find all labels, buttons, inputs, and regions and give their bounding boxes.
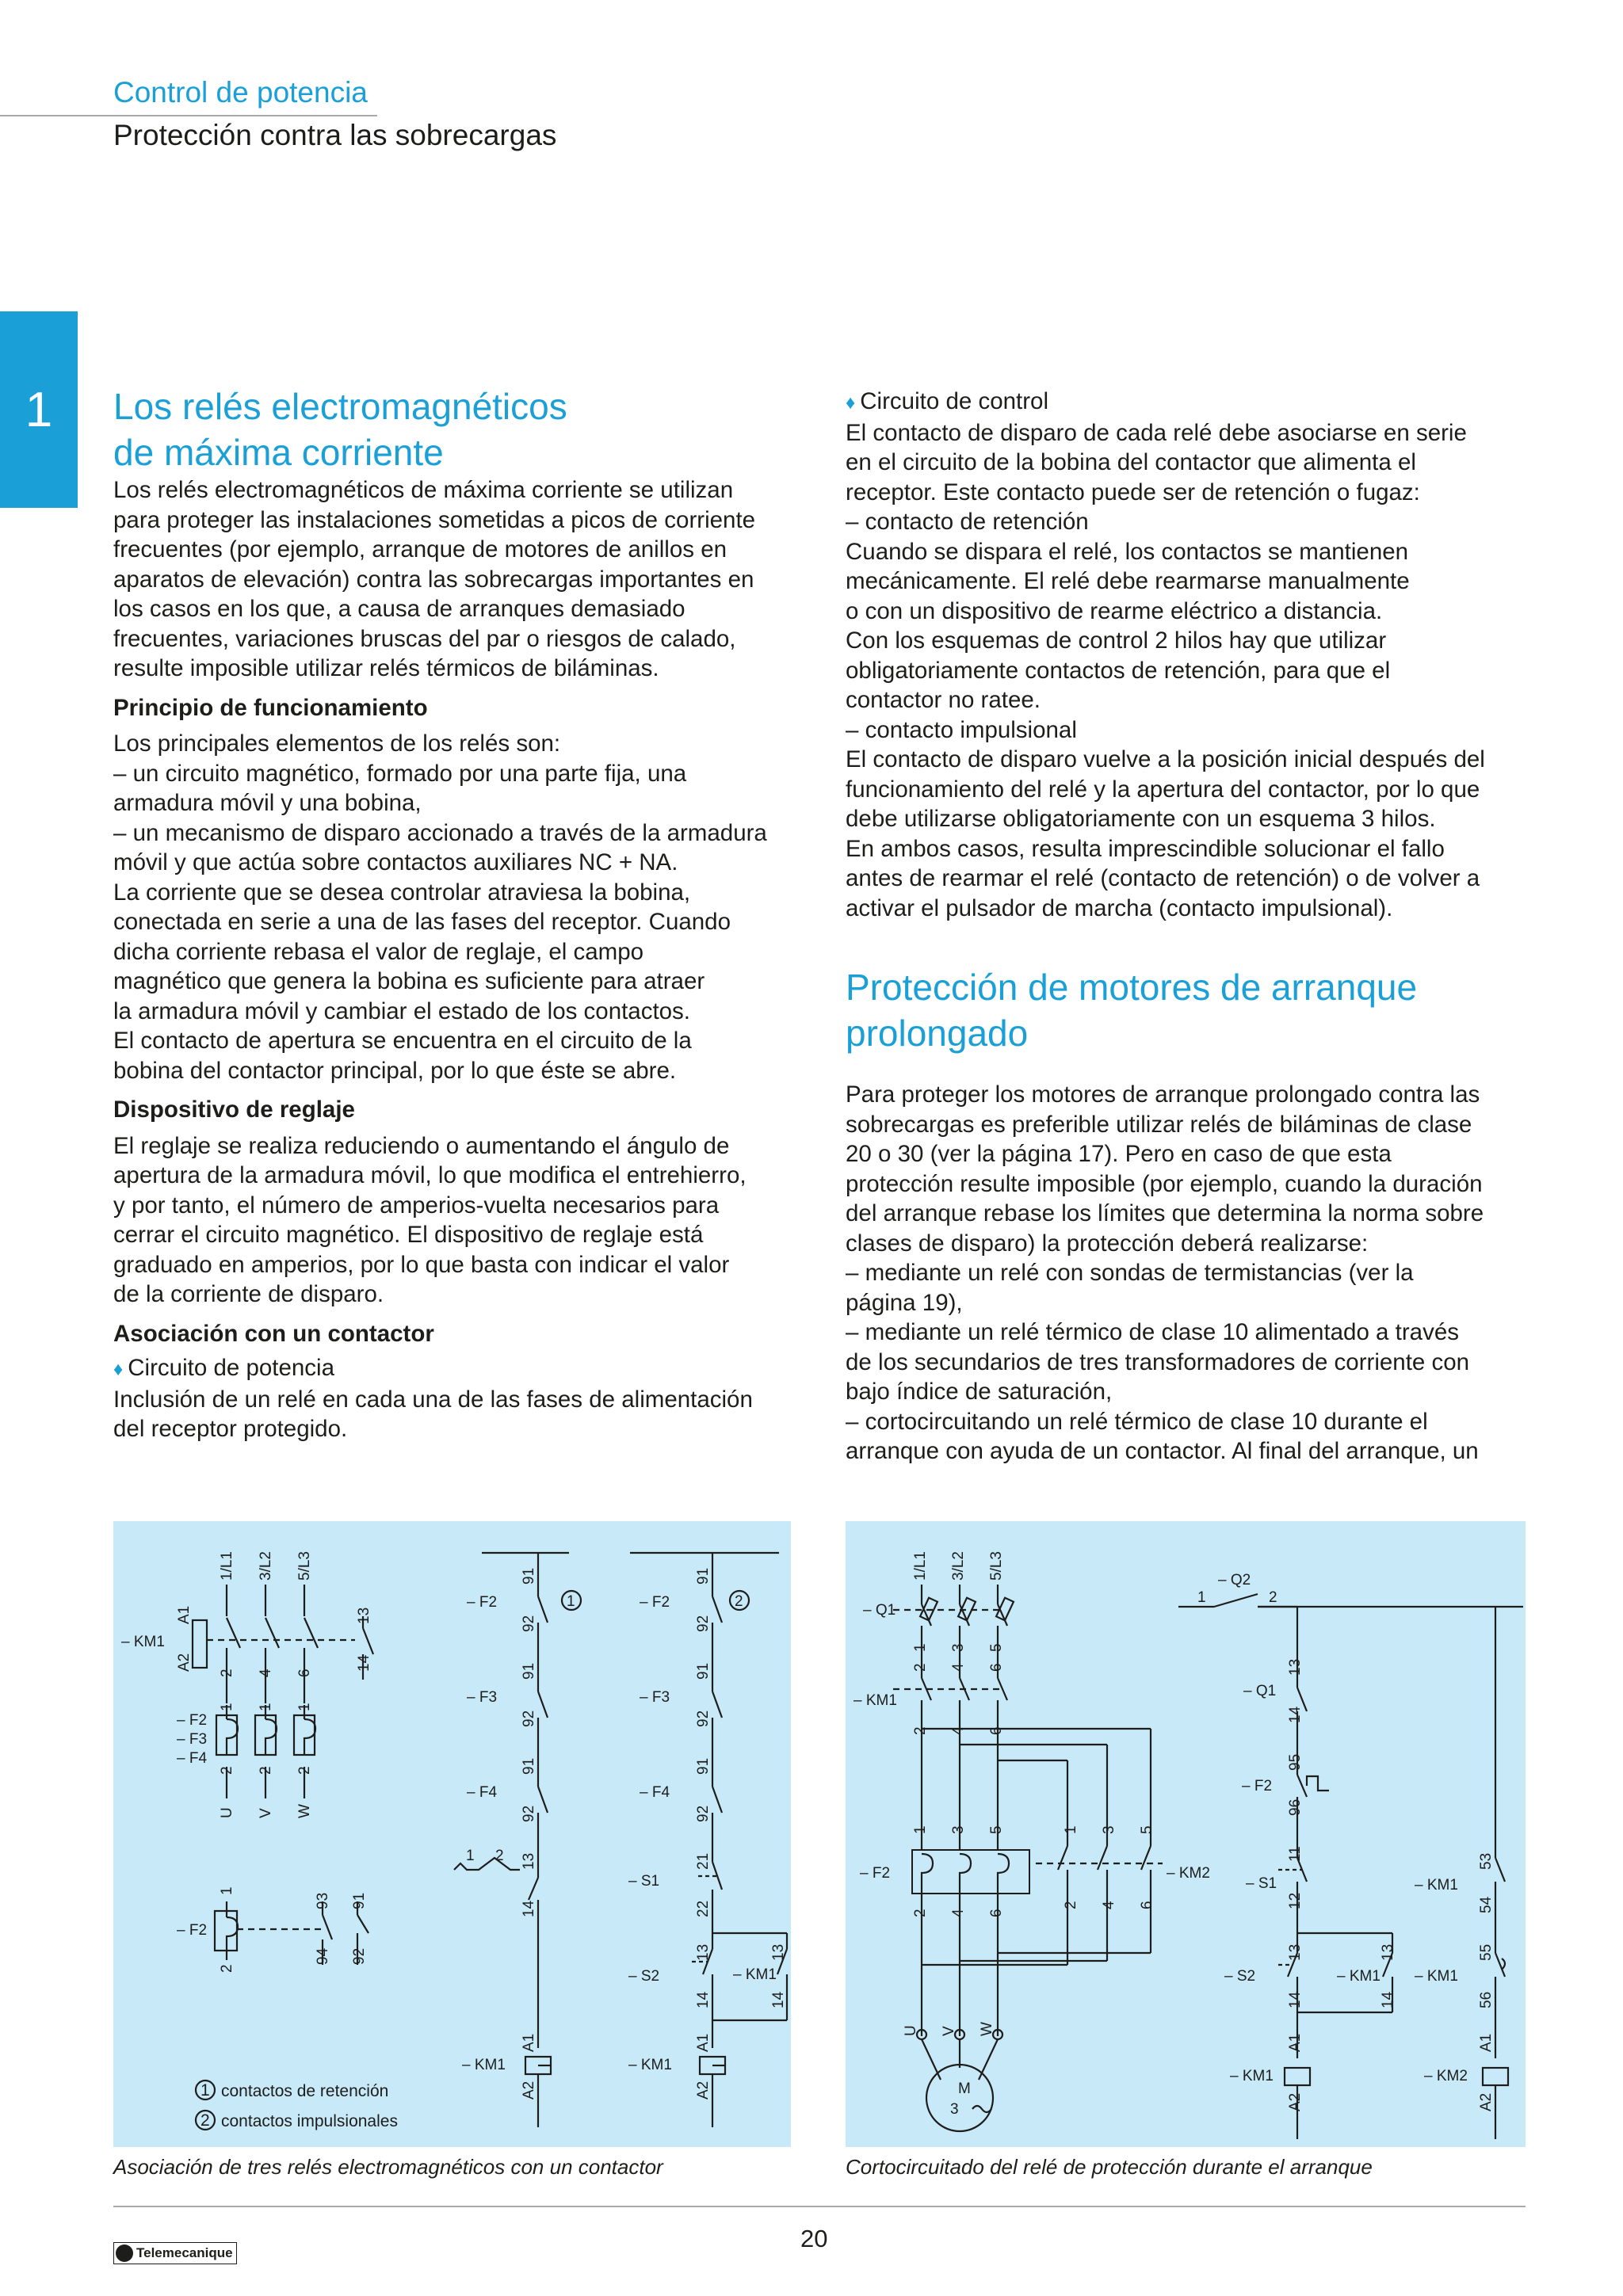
text-line: resulte imposible utilizar relés térmicos de biláminas. <box>113 655 659 681</box>
footer-rule <box>113 2206 1526 2207</box>
terminal-label: 1 <box>912 1643 929 1652</box>
motor-icon <box>926 2065 993 2131</box>
text-line: arranque con ayuda de un contactor. Al final del arranque, un <box>846 1438 1479 1464</box>
bullet-control: ♦ Circuito de control <box>846 388 1048 414</box>
text-line: – mediante un relé térmico de clase 10 alimentado a través <box>846 1319 1459 1345</box>
terminal-label: 11 <box>1287 1846 1304 1862</box>
marker-1: 1 <box>567 1593 575 1610</box>
brand-logo <box>113 2242 237 2264</box>
motores-paragraph <box>846 1080 1535 1466</box>
right-title-line1: Protección de motores de arranque <box>846 967 1418 1008</box>
terminal-label: 1 <box>258 1703 274 1711</box>
terminal-label: 14 <box>695 1991 712 2008</box>
terminal-label: 6 <box>1139 1901 1155 1909</box>
terminal-label: 13 <box>770 1943 787 1961</box>
terminal-label: 1 <box>296 1703 313 1711</box>
text-line: la armadura móvil y cambiar el estado de los contactos. <box>113 997 691 1024</box>
terminal-label: 92 <box>695 1615 712 1632</box>
chapter-tab: 1 <box>0 311 78 508</box>
terminal-label: 3 <box>950 1825 967 1834</box>
text-line: graduado en amperios, por lo que basta con indicar el valor <box>113 1251 730 1278</box>
text-line: – contacto impulsional <box>846 716 1077 743</box>
f4-contact-label: – F4 <box>467 1784 498 1801</box>
text-line: El contacto de disparo vuelve a la posición inicial después del <box>846 746 1485 772</box>
control-paragraph <box>846 418 1535 924</box>
q1-label: – Q1 <box>863 1602 896 1619</box>
terminal-label: 13 <box>1287 1658 1304 1676</box>
terminal-label: 54 <box>1478 1896 1495 1913</box>
text-line: apertura de la armadura móvil, lo que modifica el entrehierro, <box>113 1162 747 1188</box>
text-line: 20 o 30 (ver la página 17). Pero en caso de que esta <box>846 1141 1392 1167</box>
terminal-label: 2 <box>296 1766 313 1775</box>
f3-contact-label: – F3 <box>640 1689 670 1706</box>
text-line: El reglaje se realiza reduciendo o aumentando el ángulo de <box>113 1132 730 1159</box>
text-line: del receptor protegido. <box>113 1416 348 1442</box>
terminal-label: 2 <box>912 1663 929 1672</box>
terminal-label: A2 <box>521 2081 537 2100</box>
terminal-label: 14 <box>770 1991 787 2008</box>
text-line: Los principales elementos de los relés son: <box>113 730 561 757</box>
text-line: de los secundarios de tres transformadores de corriente con <box>846 1348 1470 1375</box>
legend-marker-2: 2 <box>200 2111 210 2130</box>
terminal-label: 53 <box>1478 1852 1495 1870</box>
terminal-label: 1 <box>1197 1589 1206 1606</box>
s1-label: – S1 <box>628 1873 660 1890</box>
terminal-label: 13 <box>1380 1943 1396 1961</box>
text-line: El contacto de apertura se encuentra en el circuito de la <box>113 1028 692 1054</box>
terminal-label: U <box>219 1807 235 1818</box>
text-line: para proteger las instalaciones sometidas a picos de corriente <box>113 506 756 533</box>
text-line: funcionamiento del relé y la apertura del contactor, por lo que <box>846 776 1480 803</box>
km1-coil-label: – KM1 <box>1230 2068 1274 2084</box>
diamond-bullet-icon: ♦ <box>846 392 856 414</box>
terminal-label: 92 <box>521 1805 537 1822</box>
terminal-label: 95 <box>1287 1753 1304 1771</box>
terminal-label: 6 <box>296 1669 313 1677</box>
terminal-label: 4 <box>950 1909 967 1917</box>
caption-right: Cortocircuitado del relé de protección durante el arranque <box>846 2155 1373 2179</box>
right-column <box>846 387 1535 1466</box>
km1-coil-label: – KM1 <box>628 2057 672 2073</box>
right-title-line2: prolongado <box>846 1013 1029 1054</box>
uvw-label: V <box>941 2026 957 2036</box>
terminal-label: 5 <box>988 1825 1005 1834</box>
uvw-label: U <box>903 2025 919 2036</box>
bullet-potencia: ♦ Circuito de potencia <box>113 1355 334 1381</box>
terminal-label: 5 <box>1139 1825 1155 1834</box>
thermal-contact-icon <box>1307 1776 1329 1791</box>
text-line: bajo índice de saturación, <box>846 1379 1113 1405</box>
terminal-label: 91 <box>695 1662 712 1680</box>
f2-relay-label: – F2 <box>860 1865 891 1882</box>
phase-label: 5/L3 <box>296 1551 313 1581</box>
s1-label: – S1 <box>1246 1875 1277 1892</box>
figure-left <box>113 1521 791 2147</box>
f4-contact-label: – F4 <box>640 1784 670 1801</box>
terminal-label: 4 <box>950 1726 967 1735</box>
text-line: en el circuito de la bobina del contactor que alimenta el <box>846 449 1416 475</box>
terminal-label: 91 <box>695 1757 712 1775</box>
tilde-icon <box>972 2106 991 2112</box>
text-line: obligatoriamente contactos de retención, para que el <box>846 657 1391 684</box>
legend-2-text: contactos impulsionales <box>221 2112 398 2130</box>
subsection-title: Protección contra las sobrecargas <box>113 119 557 151</box>
text-line: El contacto de disparo de cada relé debe asociarse en serie <box>846 419 1467 446</box>
terminal-label: 92 <box>351 1947 368 1965</box>
text-line: sobrecargas es preferible utilizar relés de biláminas de clase <box>846 1111 1472 1138</box>
text-line: Cuando se dispara el relé, los contactos se mantienen <box>846 538 1409 565</box>
terminal-label: 4 <box>1101 1901 1117 1909</box>
terminal-label: 1 <box>466 1848 475 1864</box>
terminal-label: A1 <box>521 2033 537 2052</box>
terminal-label: A1 <box>695 2033 712 2052</box>
terminal-label: 3 <box>1101 1825 1117 1834</box>
right-schematic <box>846 1521 1526 2147</box>
terminal-label: 14 <box>356 1654 372 1672</box>
terminal-label: 22 <box>695 1900 712 1917</box>
header-rule <box>0 115 377 116</box>
terminal-label: A1 <box>1287 2033 1304 2052</box>
text-line: activar el pulsador de marcha (contacto impulsional). <box>846 894 1393 921</box>
terminal-label: 92 <box>695 1805 712 1822</box>
terminal-label: 1 <box>219 1886 235 1895</box>
terminal-label: 6 <box>988 1909 1005 1917</box>
left-schematic <box>113 1521 791 2147</box>
text-line: los casos en los que, a causa de arranques demasiado <box>113 596 685 622</box>
terminal-label: 2 <box>1063 1901 1079 1909</box>
text-line: Para proteger los motores de arranque prolongado contra las <box>846 1081 1480 1108</box>
s2-label: – S2 <box>1224 1968 1256 1985</box>
caption-left: Asociación de tres relés electromagnéticos con un contactor <box>113 2155 663 2179</box>
page-number: 20 <box>800 2225 828 2252</box>
control-circuit-1 <box>454 1553 581 2127</box>
motor-3: 3 <box>950 2101 959 2118</box>
terminal-label: A2 <box>1287 2092 1304 2111</box>
text-line: móvil y que actúa sobre contactos auxiliares NC + NA. <box>113 849 678 875</box>
f2-relay-label: – F2 <box>177 1922 208 1939</box>
text-line: Con los esquemas de control 2 hilos hay que utilizar <box>846 627 1387 654</box>
terminal-label: 92 <box>521 1615 537 1632</box>
km1-no-contact-label: – KM1 <box>1415 1877 1458 1894</box>
text-line: – un circuito magnético, formado por una parte fija, una <box>113 760 687 787</box>
terminal-label: 1 <box>912 1825 929 1834</box>
phase-label: 3/L2 <box>258 1551 274 1581</box>
text-line: aparatos de elevación) contra las sobrecargas importantes en <box>113 566 754 593</box>
terminal-label: 12 <box>1287 1892 1304 1909</box>
text-line: conectada en serie a una de las fases del receptor. Cuando <box>113 909 731 935</box>
text-line: Inclusión de un relé en cada una de las fases de alimentación <box>113 1386 753 1413</box>
terminal-label: 14 <box>1287 1706 1304 1723</box>
terminal-label: A2 <box>1478 2092 1495 2111</box>
terminal-label: 2 <box>219 1669 235 1677</box>
brand-name: Telemecanique <box>136 2245 233 2260</box>
terminal-label: 2 <box>258 1766 274 1775</box>
phase-label: 1/L1 <box>219 1551 235 1581</box>
terminal-label: 2 <box>219 1766 235 1775</box>
intro-paragraph <box>113 475 803 684</box>
a2-label: A2 <box>176 1653 193 1672</box>
text-line: cerrar el circuito magnético. El dispositivo de reglaje está <box>113 1222 704 1248</box>
terminal-label: 93 <box>315 1892 331 1909</box>
terminal-label: 91 <box>695 1567 712 1585</box>
terminal-label: 14 <box>1287 1991 1304 2008</box>
terminal-label: 21 <box>695 1852 712 1870</box>
f-label: – F2 <box>177 1712 208 1729</box>
left-column <box>113 383 803 1444</box>
heading-dispositivo: Dispositivo de reglaje <box>113 1097 355 1123</box>
text-line: protección resulte imposible (por ejemplo, cuando la duración <box>846 1170 1483 1197</box>
terminal-label: 91 <box>351 1892 368 1909</box>
terminal-label: 13 <box>1287 1943 1304 1961</box>
text-line: mecánicamente. El relé debe rearmarse manualmente <box>846 568 1410 594</box>
text-line: – cortocircuitando un relé térmico de clase 10 durante el <box>846 1408 1428 1435</box>
left-title-line1: Los relés electromagnéticos <box>113 386 567 427</box>
s2-label: – S2 <box>628 1968 660 1985</box>
f-label: – F3 <box>177 1731 208 1748</box>
heading-principio: Principio de funcionamiento <box>113 694 428 721</box>
terminal-label: 91 <box>521 1757 537 1775</box>
text-line: En ambos casos, resulta imprescindible solucionar el fallo <box>846 835 1445 862</box>
text-line: clases de disparo) la protección deberá realizarse: <box>846 1230 1369 1257</box>
q2-label: – Q2 <box>1218 1572 1251 1589</box>
terminal-label: 5 <box>988 1643 1005 1652</box>
terminal-label: 2 <box>495 1848 504 1864</box>
terminal-label: 56 <box>1478 1991 1495 2008</box>
km1-label: – KM1 <box>854 1692 897 1709</box>
text-line: del arranque rebase los límites que determina la norma sobre <box>846 1200 1484 1226</box>
text-line: debe utilizarse obligatoriamente con un esquema 3 hilos. <box>846 806 1436 832</box>
phase-label: 5/L3 <box>988 1551 1005 1581</box>
terminal-label: 14 <box>521 1900 537 1917</box>
terminal-label: V <box>258 1808 274 1818</box>
text-line: bobina del contactor principal, por lo que éste se abre. <box>113 1057 677 1084</box>
km1-contact-label: – KM1 <box>1337 1968 1381 1985</box>
f2-contact-label: – F2 <box>1242 1778 1273 1794</box>
km2-coil-label: – KM2 <box>1424 2068 1468 2084</box>
terminal-label: 4 <box>950 1663 967 1672</box>
terminal-label: 92 <box>521 1710 537 1727</box>
text-line: y por tanto, el número de amperios-vuelta necesarios para <box>113 1192 720 1219</box>
text-line: magnético que genera la bobina es suficiente para atraer <box>113 968 705 994</box>
phase-label: 3/L2 <box>950 1551 967 1581</box>
text-line: frecuentes, variaciones bruscas del par o riesgos de calado, <box>113 625 736 652</box>
dispositivo-paragraph <box>113 1131 803 1310</box>
legend-marker-1: 1 <box>200 2081 210 2100</box>
km1-timed-contact-label: – KM1 <box>1415 1968 1458 1985</box>
text-line: dicha corriente rebasa el valor de reglaje, el campo <box>113 938 644 965</box>
text-line: receptor. Este contacto puede ser de retención o fugaz: <box>846 479 1420 505</box>
section-title: Control de potencia <box>113 76 368 109</box>
terminal-label: 2 <box>1269 1589 1277 1606</box>
diamond-bullet-icon: ♦ <box>113 1359 124 1380</box>
timer-icon <box>1502 1958 1505 1970</box>
legend-1-text: contactos de retención <box>221 2082 389 2100</box>
text-line: – mediante un relé con sondas de termistancias (ver la <box>846 1260 1414 1286</box>
km1-coil-label: – KM1 <box>462 2057 506 2073</box>
principio-paragraph <box>113 729 803 1085</box>
text-line: o con un dispositivo de rearme eléctrico a distancia. <box>846 597 1383 624</box>
terminal-label: W <box>296 1804 313 1818</box>
terminal-label: 6 <box>988 1726 1005 1735</box>
terminal-label: 14 <box>1380 1991 1396 2008</box>
text-line: armadura móvil y una bobina, <box>113 790 422 816</box>
terminal-label: 13 <box>356 1607 372 1624</box>
terminal-label: 1 <box>1063 1825 1079 1834</box>
left-title-line2: de máxima corriente <box>113 432 444 473</box>
terminal-label: 1 <box>219 1703 235 1711</box>
power-circuit <box>893 1585 1163 2131</box>
terminal-label: 3 <box>950 1643 967 1652</box>
phase-label: 1/L1 <box>912 1551 929 1581</box>
telemecanique-logo-icon <box>116 2245 133 2262</box>
f3-contact-label: – F3 <box>467 1689 498 1706</box>
figure-right <box>846 1521 1526 2147</box>
a1-label: A1 <box>176 1605 193 1624</box>
text-line: – un mecanismo de disparo accionado a través de la armadura <box>113 819 767 846</box>
marker-2: 2 <box>735 1593 743 1610</box>
terminal-label: 92 <box>695 1710 712 1727</box>
motor-m: M <box>958 2081 971 2097</box>
potencia-paragraph <box>113 1385 803 1444</box>
terminal-label: 2 <box>912 1726 929 1735</box>
terminal-label: 55 <box>1478 1943 1495 1961</box>
terminal-label: 4 <box>258 1669 274 1677</box>
q1-contact-label: – Q1 <box>1243 1683 1277 1699</box>
heading-asociacion: Asociación con un contactor <box>113 1320 434 1347</box>
terminal-label: 2 <box>219 1964 235 1973</box>
text-line: La corriente que se desea controlar atraviesa la bobina, <box>113 879 691 906</box>
terminal-label: 91 <box>521 1662 537 1680</box>
km1-label: – KM1 <box>121 1634 165 1650</box>
f-label: – F4 <box>177 1750 208 1767</box>
control-circuit <box>1178 1594 1523 2139</box>
terminal-label: A2 <box>695 2081 712 2100</box>
terminal-label: 6 <box>988 1663 1005 1672</box>
terminal-label: 96 <box>1287 1798 1304 1816</box>
terminal-label: A1 <box>1478 2033 1495 2052</box>
f2-contact-label: – F2 <box>640 1594 670 1611</box>
terminal-label: 13 <box>695 1943 712 1961</box>
uvw-label: W <box>979 2022 995 2036</box>
terminal-label: 94 <box>315 1947 331 1965</box>
km2-label: – KM2 <box>1167 1865 1210 1882</box>
text-line: de la corriente de disparo. <box>113 1281 384 1307</box>
terminal-label: 2 <box>912 1909 929 1917</box>
text-line: frecuentes (por ejemplo, arranque de motores de anillos en <box>113 536 727 563</box>
text-line: contactor no ratee. <box>846 687 1041 713</box>
f2-contact-label: – F2 <box>467 1594 498 1611</box>
text-line: – contacto de retención <box>846 509 1089 535</box>
terminal-label: 13 <box>521 1852 537 1870</box>
km1-contact-label: – KM1 <box>733 1966 777 1983</box>
text-line: página 19), <box>846 1289 963 1316</box>
terminal-label: 91 <box>521 1567 537 1585</box>
text-line: Los relés electromagnéticos de máxima corriente se utilizan <box>113 477 734 503</box>
text-line: antes de rearmar el relé (contacto de retención) o de volver a <box>846 865 1480 891</box>
